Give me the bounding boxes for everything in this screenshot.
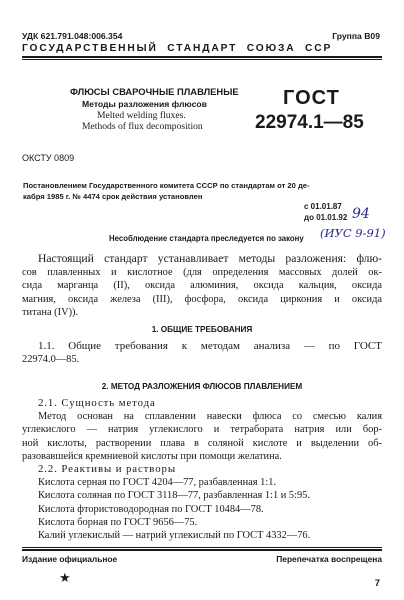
udk-code: УДК 621.791.048:006.354 (22, 31, 123, 41)
intro-line: магния, оксида железа (III), фосфора, оксида циркония и оксида (22, 293, 382, 305)
reprint-prohibited-label: Перепечатка воспрещена (276, 554, 382, 564)
intro-line: сида марганца (II), оксида алюминия, оксида кальция, оксида (22, 280, 382, 292)
section-2-heading: 2. МЕТОД РАЗЛОЖЕНИЯ ФЛЮСОВ ПЛАВЛЕНИЕМ (101, 382, 303, 391)
page-number: 7 (374, 578, 380, 589)
official-edition-label: Издание официальное (22, 554, 118, 564)
handwritten-year: 94 (352, 206, 370, 222)
legal-warning: Несоблюдение стандарта преследуется по закону (109, 234, 304, 243)
state-standard-banner: ГОСУДАРСТВЕННЫЙ СТАНДАРТ СОЮЗА ССР (22, 43, 333, 54)
gost-number: 22974.1—85 (255, 112, 364, 133)
decree-line-1: Постановлением Государственного комитета СССР по стандартам от 20 де- (23, 181, 310, 190)
title-en-line1: Melted welding fluxes. (97, 110, 186, 121)
decree-line-2: кабря 1985 г. № 4474 срок действия установлен (23, 192, 203, 201)
clause-2-1-paragraph (22, 410, 382, 463)
star-icon: ★ (59, 570, 71, 585)
reagent-item: Кислота серная по ГОСТ 4204—77, разбавленная 1:1. (38, 477, 277, 488)
section-1-paragraph (22, 340, 382, 367)
footer-rule-top (22, 547, 382, 548)
reagent-item: Кислота фтористоводородная по ГОСТ 10484—78. (38, 503, 264, 515)
title-ru: ФЛЮСЫ СВАРОЧНЫЕ ПЛАВЛЕНЫЕ (70, 86, 239, 97)
clause-2-1-line: разовавшейся кремниевой кислоты при помощи желатина. (22, 450, 282, 462)
intro-paragraph (22, 251, 382, 319)
reagent-item: Кислота борная по ГОСТ 9656—75. (38, 516, 198, 528)
clause-2-1-line: ной кислоты, растворении плава в соляной кислоте и выделении об- (22, 437, 382, 449)
validity-from: с 01.01.87 (304, 202, 342, 211)
title-ru-subtitle: Методы разложения флюсов (82, 99, 207, 109)
clause-2-1-title: 2.1. Сущность метода (38, 397, 156, 409)
section-1-line: 22974.0—85. (22, 354, 80, 366)
intro-line: титана (IV)). (22, 306, 79, 318)
reagent-item: Кислота соляная по ГОСТ 3118—77, разбавленная 1:1 и 5:95. (38, 490, 310, 502)
okstu-code: ОКСТУ 0809 (22, 153, 75, 163)
clause-2-1-line: Метод основан на сплавлении навески флюса со смесью калия (38, 411, 382, 422)
title-en-line2: Methods of flux decomposition (82, 121, 203, 132)
header-rule-top (22, 56, 382, 58)
gost-label: ГОСТ (283, 87, 340, 109)
section-1-heading: 1. ОБЩИЕ ТРЕБОВАНИЯ (151, 325, 253, 334)
group-code: Группа В09 (332, 31, 380, 41)
handwritten-amendment-note: (ИУС 9-91) (320, 226, 386, 240)
intro-line: Настоящий стандарт устанавливает методы разложения: флю- (38, 252, 382, 265)
footer-rule-bottom (22, 549, 382, 551)
header-rule-bottom (22, 59, 382, 60)
validity-to: до 01.01.92 (304, 213, 348, 222)
section-1-line: 1.1. Общие требования к методам анализа — по ГОСТ (38, 340, 382, 352)
clause-2-1-line: углекислого — натрия углекислого и тетрабората натрия или бор- (22, 424, 382, 436)
clause-2-2-title: 2.2. Реактивы и растворы (38, 463, 176, 475)
intro-line: сов плавленных и кислотное (для определения массовых долей ок- (22, 267, 382, 278)
reagent-item: Калий углекислый — натрий углекислый по ГОСТ 4332—76. (38, 530, 311, 542)
reagents-list (38, 476, 382, 542)
